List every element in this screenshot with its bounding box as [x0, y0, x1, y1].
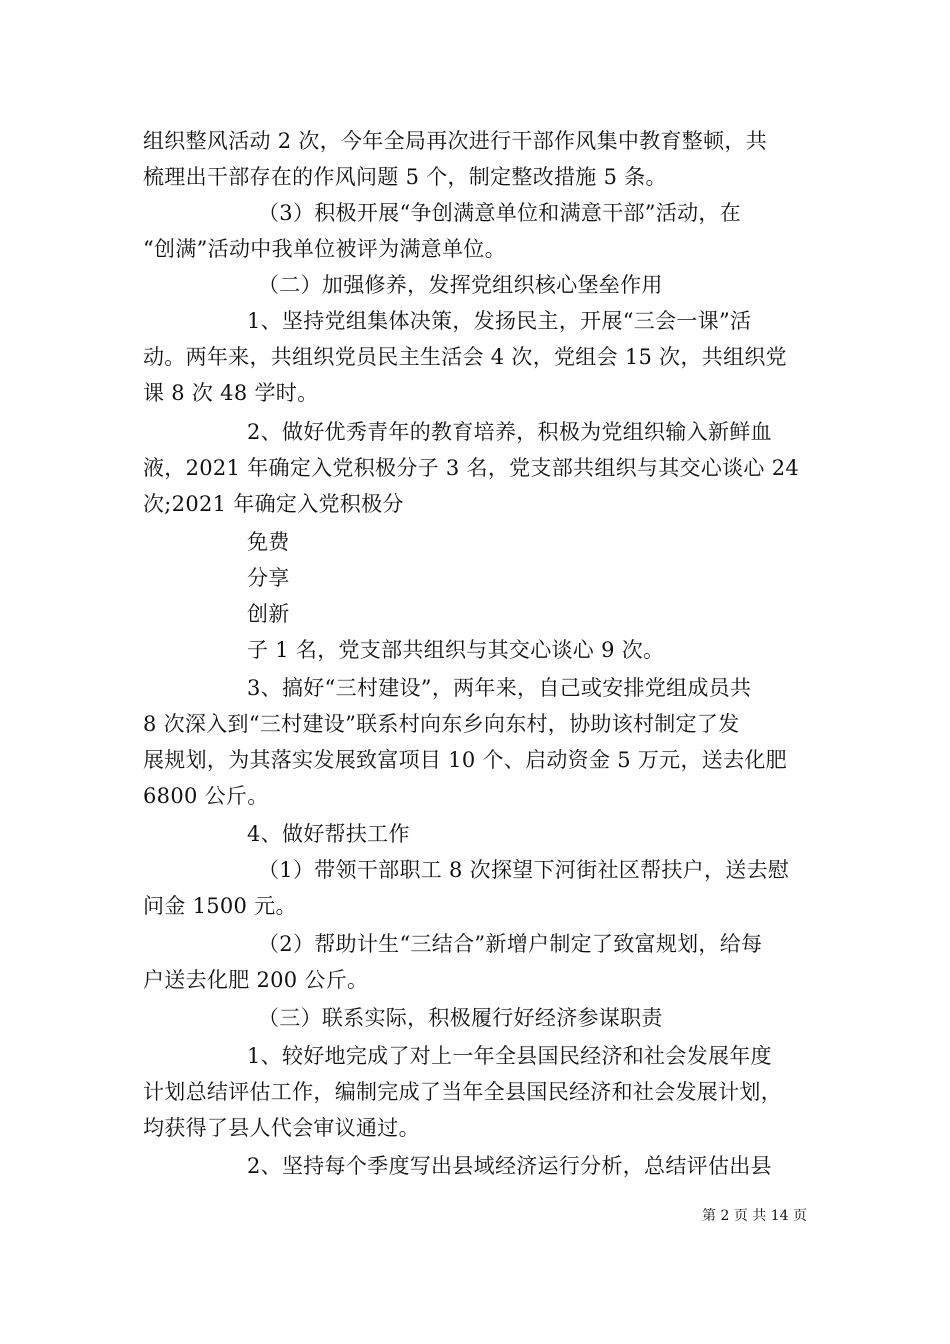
text-line-15: 子 1 名，党支部共组织与其交心谈心 9 次。: [247, 638, 665, 662]
text-line-4: “创满”活动中我单位被评为满意单位。: [143, 237, 506, 261]
text-line-7: 动。两年来，共组织党员民主生活会 4 次，党组会 15 次，共组织党: [143, 345, 787, 369]
text-line-20: 4、做好帮扶工作: [247, 822, 410, 846]
text-line-28: 均获得了县人代会审议通过。: [143, 1116, 420, 1140]
text-line-22: 问金 1500 元。: [143, 894, 297, 918]
text-line-2: 梳理出干部存在的作风问题 5 个，制定整改措施 5 条。: [143, 165, 667, 189]
text-line-9: 2、做好优秀青年的教育培养，积极为党组织输入新鲜血: [247, 420, 772, 444]
text-line-19: 6800 公斤。: [143, 784, 269, 808]
text-line-1: 组织整风活动 2 次，今年全局再次进行干部作风集中教育整顿，共: [143, 129, 768, 153]
text-line-6: 1、坚持党组集体决策，发扬民主，开展“三会一课”活: [247, 309, 752, 333]
text-line-8: 课 8 次 48 学时。: [143, 381, 319, 405]
text-line-24: 户送去化肥 200 公斤。: [143, 968, 369, 992]
text-line-17: 8 次深入到“三村建设”联系村向东乡向东村，协助该村制定了发: [143, 712, 740, 736]
text-line-3: （3）积极开展“争创满意单位和满意干部”活动，在: [258, 201, 742, 225]
text-line-21: （1）带领干部职工 8 次探望下河街社区帮扶户，送去慰: [258, 858, 790, 882]
text-line-18: 展规划，为其落实发展致富项目 10 个、启动资金 5 万元，送去化肥: [143, 748, 787, 772]
text-line-free: 免费: [247, 530, 290, 554]
text-line-27: 计划总结评估工作，编制完成了当年全县国民经济和社会发展计划，: [143, 1080, 782, 1104]
text-line-23: （2）帮助计生“三结合”新增户制定了致富规划，给每: [258, 932, 763, 956]
text-line-16: 3、搞好“三村建设”，两年来，自己或安排党组成员共: [247, 676, 752, 700]
text-line-11: 次;2021 年确定入党积极分: [143, 492, 404, 516]
text-line-share: 分享: [247, 566, 290, 590]
text-line-26: 1、较好地完成了对上一年全县国民经济和社会发展年度: [247, 1044, 772, 1068]
section-heading-3: （三）联系实际，积极履行好经济参谋职责: [258, 1006, 663, 1030]
text-line-29: 2、坚持每个季度写出县域经济运行分析，总结评估出县: [247, 1154, 772, 1178]
text-line-innovate: 创新: [247, 602, 290, 626]
page-number-footer: 第 2 页 共 14 页: [702, 1208, 807, 1224]
text-line-10: 液，2021 年确定入党积极分子 3 名，党支部共组织与其交心谈心 24: [143, 456, 800, 480]
section-heading-2: （二）加强修养，发挥党组织核心堡垒作用: [258, 273, 663, 297]
